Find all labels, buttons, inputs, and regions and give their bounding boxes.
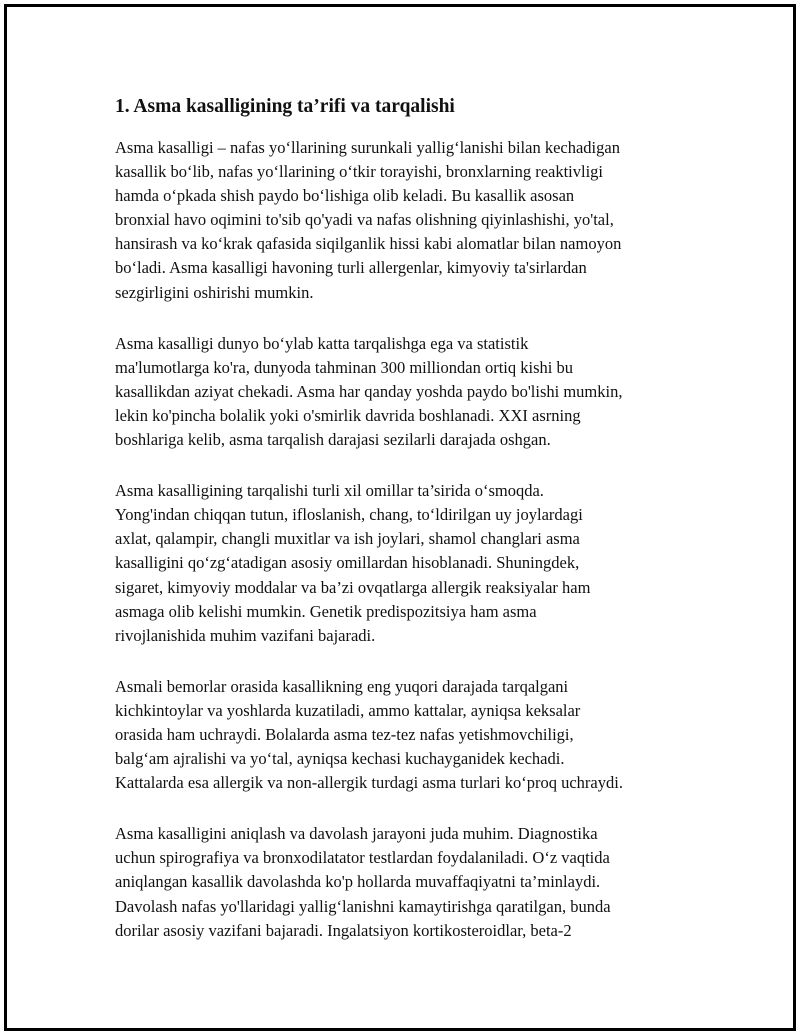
- paragraph-line: aniqlangan kasallik davolashda ko'p hollarda muvaffaqiyatni ta’minlaydi.: [115, 872, 601, 892]
- paragraph-line: Kattalarda esa allergik va non-allergik turdagi asma turlari ko‘proq uchraydi.: [115, 773, 623, 793]
- paragraph-3: [115, 479, 700, 648]
- paragraph-line: hansirash va ko‘krak qafasida siqilganlik hissi kabi alomatlar bilan namoyon: [115, 234, 622, 254]
- paragraph-line: balg‘am ajralishi va yo‘tal, ayniqsa kechasi kuchayganidek kechadi.: [115, 749, 565, 769]
- paragraph-4: [115, 675, 700, 795]
- paragraph-line: sezgirligini oshirishi mumkin.: [115, 282, 314, 302]
- paragraph-5: [115, 822, 700, 942]
- paragraph-line: ma'lumotlarga ko'ra, dunyoda tahminan 300 milliondan ortiq kishi bu: [115, 357, 573, 377]
- paragraph-line: asmaga olib kelishi mumkin. Genetik predispozitsiya ham asma: [115, 601, 537, 621]
- paragraph-line: hamda o‘pkada shish paydo bo‘lishiga olib keladi. Bu kasallik asosan: [115, 186, 575, 206]
- paragraph-line: sigaret, kimyoviy moddalar va ba’zi ovqatlarga allergik reaksiyalar ham: [115, 577, 591, 597]
- paragraph-line: Asma kasalligi dunyo bo‘ylab katta tarqalishga ega va statistik: [115, 333, 529, 353]
- paragraph-line: Asmali bemorlar orasida kasallikning eng yuqori darajada tarqalgani: [115, 676, 569, 696]
- paragraph-line: Asma kasalligi – nafas yo‘llarining surunkali yallig‘lanishi bilan kechadigan: [115, 138, 620, 157]
- paragraph-line: axlat, qalampir, changli muxitlar va ish joylari, shamol changlari asma: [115, 529, 580, 549]
- paragraph-line: orasida ham uchraydi. Bolalarda asma tez-tez nafas yetishmovchiligi,: [115, 724, 574, 744]
- paragraph-line: dorilar asosiy vazifani bajaradi. Ingalatsiyon kortikosteroidlar, beta-2: [115, 920, 572, 940]
- paragraph-line: kichkintoylar va yoshlarda kuzatiladi, ammo kattalar, ayniqsa keksalar: [115, 700, 581, 720]
- paragraph-line: boshlariga kelib, asma tarqalish darajasi sezilarli darajada oshgan.: [115, 430, 551, 450]
- paragraph-line: Asma kasalligining tarqalishi turli xil omillar ta’sirida o‘smoqda.: [115, 481, 544, 501]
- section-title: 1. Asma kasalligining ta’rifi va tarqalishi: [115, 96, 455, 117]
- paragraph-line: kasallik bo‘lib, nafas yo‘llarining o‘tkir torayishi, bronxlarning reaktivligi: [115, 162, 604, 182]
- document-body: [115, 94, 700, 970]
- paragraph-line: lekin ko'pincha bolalik yoki o'smirlik davrida boshlanadi. XXI asrning: [115, 405, 581, 425]
- paragraph-line: Asma kasalligini aniqlash va davolash jarayoni juda muhim. Diagnostika: [115, 824, 598, 844]
- paragraph-line: kasalligini qo‘zg‘atadigan asosiy omillardan hisoblanadi. Shuningdek,: [115, 553, 580, 573]
- paragraph-line: kasallikdan aziyat chekadi. Asma har qanday yoshda paydo bo'lishi mumkin,: [115, 381, 623, 401]
- paragraph-line: bo‘ladi. Asma kasalligi havoning turli allergenlar, kimyoviy ta'sirlardan: [115, 258, 587, 278]
- paragraph-line: Davolash nafas yo'llaridagi yallig‘lanishni kamaytirishga qaratilgan, bunda: [115, 896, 611, 916]
- paragraph-line: bronxial havo oqimini to'sib qo'yadi va nafas olishning qiyinlashishi, yo'tal,: [115, 210, 614, 230]
- paragraph-1: [115, 136, 700, 305]
- paragraph-line: uchun spirografiya va bronxodilatator testlardan foydalaniladi. O‘z vaqtida: [115, 848, 610, 868]
- paragraph-line: rivojlanishida muhim vazifani bajaradi.: [115, 625, 376, 645]
- paragraph-2: [115, 332, 700, 452]
- paragraph-line: Yong'indan chiqqan tutun, ifloslanish, chang, to‘ldirilgan uy joylardagi: [115, 505, 583, 525]
